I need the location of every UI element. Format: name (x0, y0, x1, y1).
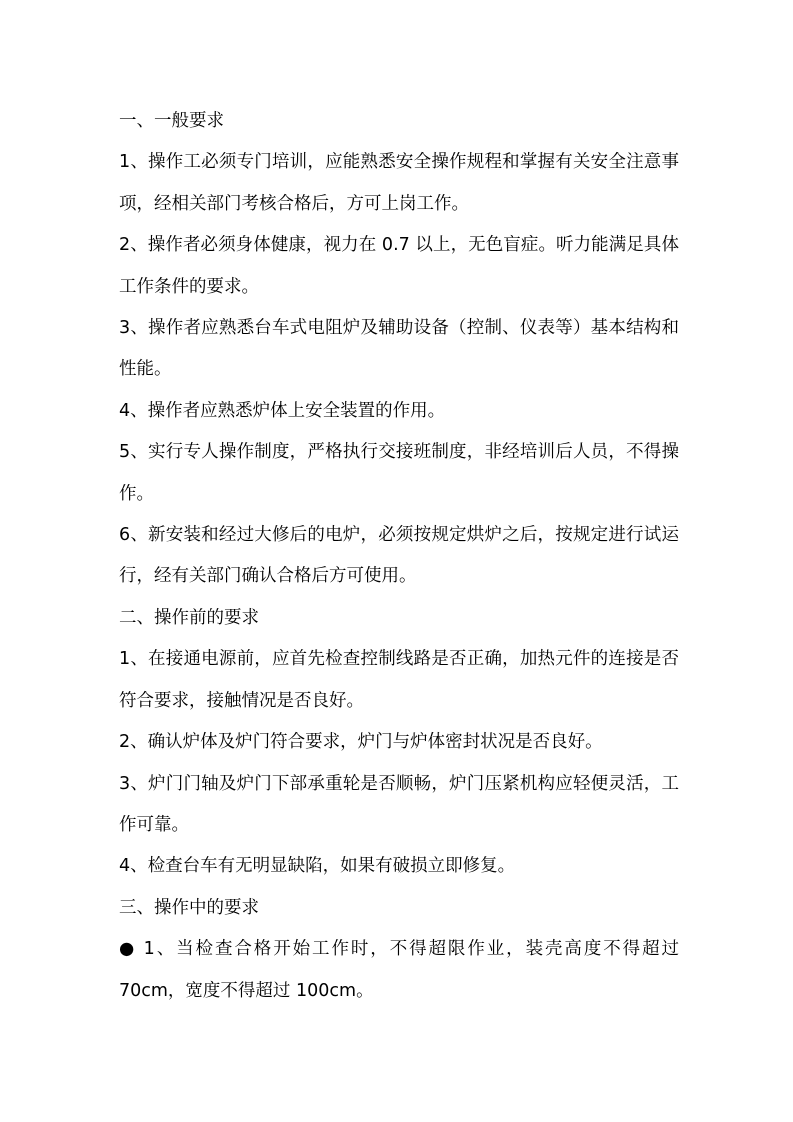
before-operation-item-2: 2、确认炉体及炉门符合要求，炉门与炉体密封状况是否良好。 (119, 732, 603, 753)
general-item-3: 3、操作者应熟悉台车式电阻炉及辅助设备（控制、仪表等）基本结构和性能。 (119, 318, 679, 380)
document-body (119, 101, 679, 1012)
general-item-1: 1、操作工必须专门培训，应能熟悉安全操作规程和掌握有关安全注意事项，经相关部门考核合格后，方可上岗工作。 (119, 152, 679, 214)
general-item-4: 4、操作者应熟悉炉体上安全装置的作用。 (119, 400, 446, 421)
general-item-2: 2、操作者必须身体健康，视力在 0.7 以上，无色盲症。听力能满足具体工作条件的要求。 (119, 235, 679, 297)
before-operation-item-4: 4、检查台车有无明显缺陷，如果有破损立即修复。 (119, 856, 516, 877)
section-heading-general: 一、一般要求 (119, 111, 224, 131)
general-item-6: 6、新安装和经过大修后的电炉，必须按规定烘炉之后，按规定进行试运行，经有关部门确认合格后方可使用。 (119, 525, 679, 587)
before-operation-item-1: 1、在接通电源前，应首先检查控制线路是否正确，加热元件的连接是否符合要求，接触情况是否良好。 (119, 649, 679, 711)
during-operation-item-1: ● 1、当检查合格开始工作时，不得超限作业，装壳高度不得超过 70cm，宽度不得超过 100cm。 (119, 939, 679, 1001)
before-operation-item-3: 3、炉门门轴及炉门下部承重轮是否顺畅，炉门压紧机构应轻便灵活，工作可靠。 (119, 773, 679, 835)
section-heading-before-operation: 二、操作前的要求 (119, 607, 259, 628)
section-heading-during-operation: 三、操作中的要求 (119, 897, 259, 918)
general-item-5: 5、实行专人操作制度，严格执行交接班制度，非经培训后人员，不得操作。 (119, 442, 679, 504)
